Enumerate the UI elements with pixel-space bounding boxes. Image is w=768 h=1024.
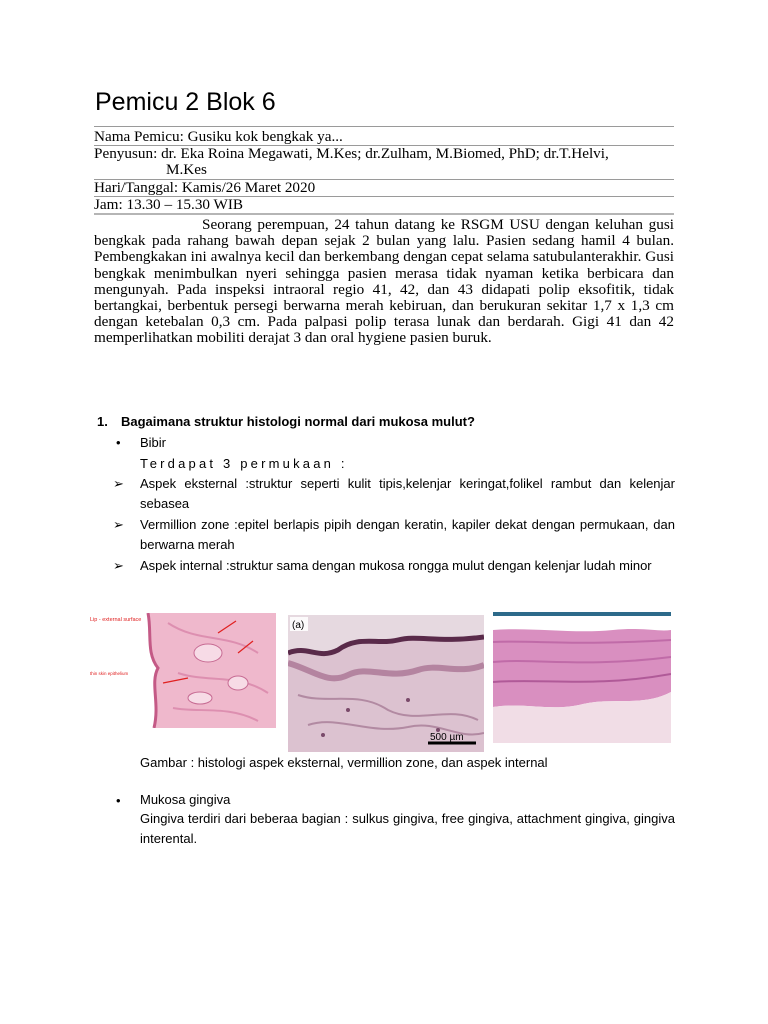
question-text: Bagaimana struktur histologi normal dari mukosa mulut? <box>121 414 475 429</box>
fig2-scale: 500 µm <box>430 732 464 743</box>
top-rule <box>94 126 674 127</box>
bibir-intro: Terdapat 3 permukaan : <box>140 456 348 471</box>
histology-image-internal <box>493 612 671 743</box>
question-number: 1. <box>97 414 108 429</box>
bullet-bibir: • <box>116 435 121 450</box>
arrow-icon: ➢ <box>113 559 124 574</box>
histology-vermillion-svg <box>288 615 484 752</box>
page-title: Pemicu 2 Blok 6 <box>95 88 276 116</box>
histology-external-svg <box>88 613 276 728</box>
question-1 <box>97 414 475 429</box>
arrow-icon: ➢ <box>113 477 124 492</box>
fig3-label: oral mucosa <box>505 618 550 628</box>
bibir-item-1: Aspek eksternal :struktur seperti kulit tipis,kelenjar keringat,folikel rambut dan kelenjar sebasea <box>140 476 675 511</box>
arrow-icon: ➢ <box>113 518 124 533</box>
figure-caption: Gambar : histologi aspek eksternal, vermillion zone, dan aspek internal <box>140 755 548 770</box>
bibir-label: Bibir <box>140 435 167 450</box>
penyusun: Penyusun: dr. Eka Roina Megawati, M.Kes; dr.Zulham, M.Biomed, PhD; dr.T.Helvi, <box>94 145 609 163</box>
gingiva-label: Mukosa gingiva <box>140 792 231 807</box>
nama-pemicu: Nama Pemicu: Gusiku kok bengkak ya... <box>94 128 343 145</box>
bullet-gingiva: • <box>116 793 121 808</box>
scenario-text: Seorang perempuan, 24 tahun datang ke RSGM USU dengan keluhan gusi bengkak pada rahang bawah depan sejak 2 bulan yang lalu. Pasien sedang hamil 4 bulan. Pembengkakan ini awalnya kecil dan berkembang dengan cepat selama satubulanterakhir. Gusi bengkak menimbulkan nyeri sehingga pasien merasa tidak nyaman ketika berbicara dan mengunyah. Pada inspeksi intraoral regio 41, 42, dan 43 didapati polip eksofitik, tidak bertangkai, berbentuk persegi berwarna merah kebiruan, dan berukuran sekitar 1,7 x 1,3 cm dengan ketebalan 0,3 cm. Pada palpasi polip terasa lunak dan berdarah. Gigi 41 dan 42 memperlihatkan mobiliti derajat 3 dan oral hygiene pasien buruk. <box>94 216 674 347</box>
histology-image-external <box>88 613 276 728</box>
case-box <box>94 126 674 347</box>
gingiva-text: Gingiva terdiri dari beberaa bagian : sulkus gingiva, free gingiva, attachment gingiva, gingiva interental. <box>140 811 675 846</box>
fig1-sub: thin skin epithelium <box>90 671 129 676</box>
jam: Jam: 13.30 – 15.30 WIB <box>94 195 244 213</box>
fig1-label: Lip - external surface <box>90 617 142 623</box>
histology-internal-svg <box>493 612 671 743</box>
bibir-item-3: Aspek internal :struktur sama dengan mukosa rongga mulut dengan kelenjar ludah minor <box>140 558 652 573</box>
rule-5 <box>94 213 674 215</box>
penyusun-cont: M.Kes <box>166 161 207 179</box>
histology-image-vermillion <box>288 615 484 752</box>
hari-tanggal: Hari/Tanggal: Kamis/26 Maret 2020 <box>94 178 316 196</box>
bibir-item-2: Vermillion zone :epitel berlapis pipih dengan keratin, kapiler dekat dengan permukaan, dan berwarna merah <box>140 517 675 552</box>
fig2-label: (a) <box>292 620 305 631</box>
